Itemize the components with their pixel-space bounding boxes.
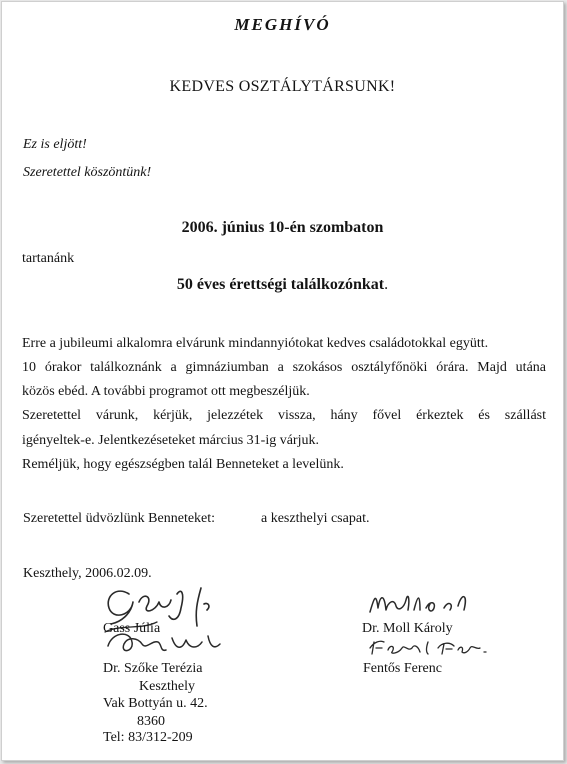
signer-szoke-terezia: Dr. Szőke Terézia [103,661,203,676]
signer-moll-karoly: Dr. Moll Károly [362,621,453,636]
address-postcode: 8360 [137,714,165,729]
signature-moll-karoly [364,584,484,618]
event-name-text: 50 éves érettségi találkozónkat [176,276,385,293]
event-name [2,276,563,294]
document-title: MEGHÍVÓ [234,15,331,34]
signer-gass-julia: Gass Júlia [103,621,161,636]
closing-signature: a keszthelyi csapat. [261,511,370,526]
body-line-5: igényeltek-e. Jelentkezéseteket március 31-ig várjuk. [22,433,319,448]
event-date: 2006. június 10-én szombaton [181,219,384,236]
closing-greeting: Szeretettel üdvözlünk Benneteket: [23,511,216,526]
signature-fentos-ferenc [364,634,494,658]
tartanank-text: tartanánk [22,251,75,266]
signer-fentos-ferenc: Fentős Ferenc [363,661,442,676]
body-line-1: Erre a jubileumi alkalomra elvárunk mindannyiótokat kedves családotokkal együtt. [22,336,489,351]
invitation-page [1,1,564,761]
greeting: KEDVES OSZTÁLYTÁRSUNK! [169,78,396,95]
intro-line-1: Ez is eljött! [23,137,87,152]
intro-line-2: Szeretettel köszöntünk! [23,165,152,180]
event-period: . [384,276,389,293]
body-line-3: közös ebéd. A további programot ott megbeszéljük. [22,384,310,399]
place-and-date: Keszthely, 2006.02.09. [23,566,152,581]
body-line-4: Szeretettel várunk, kérjük, jelezzétek vissza, hány fővel érkeztek és szállást [22,408,546,423]
address-city: Keszthely [139,679,195,694]
body-line-2: 10 órakor találkoznánk a gimnáziumban a szokásos osztályfőnöki órára. Majd utána [22,360,546,375]
body-line-6: Reméljük, hogy egészségben talál Benneteket a levelünk. [22,457,344,472]
address-street: Vak Bottyán u. 42. [103,696,208,711]
address-phone: Tel: 83/312-209 [103,730,193,745]
